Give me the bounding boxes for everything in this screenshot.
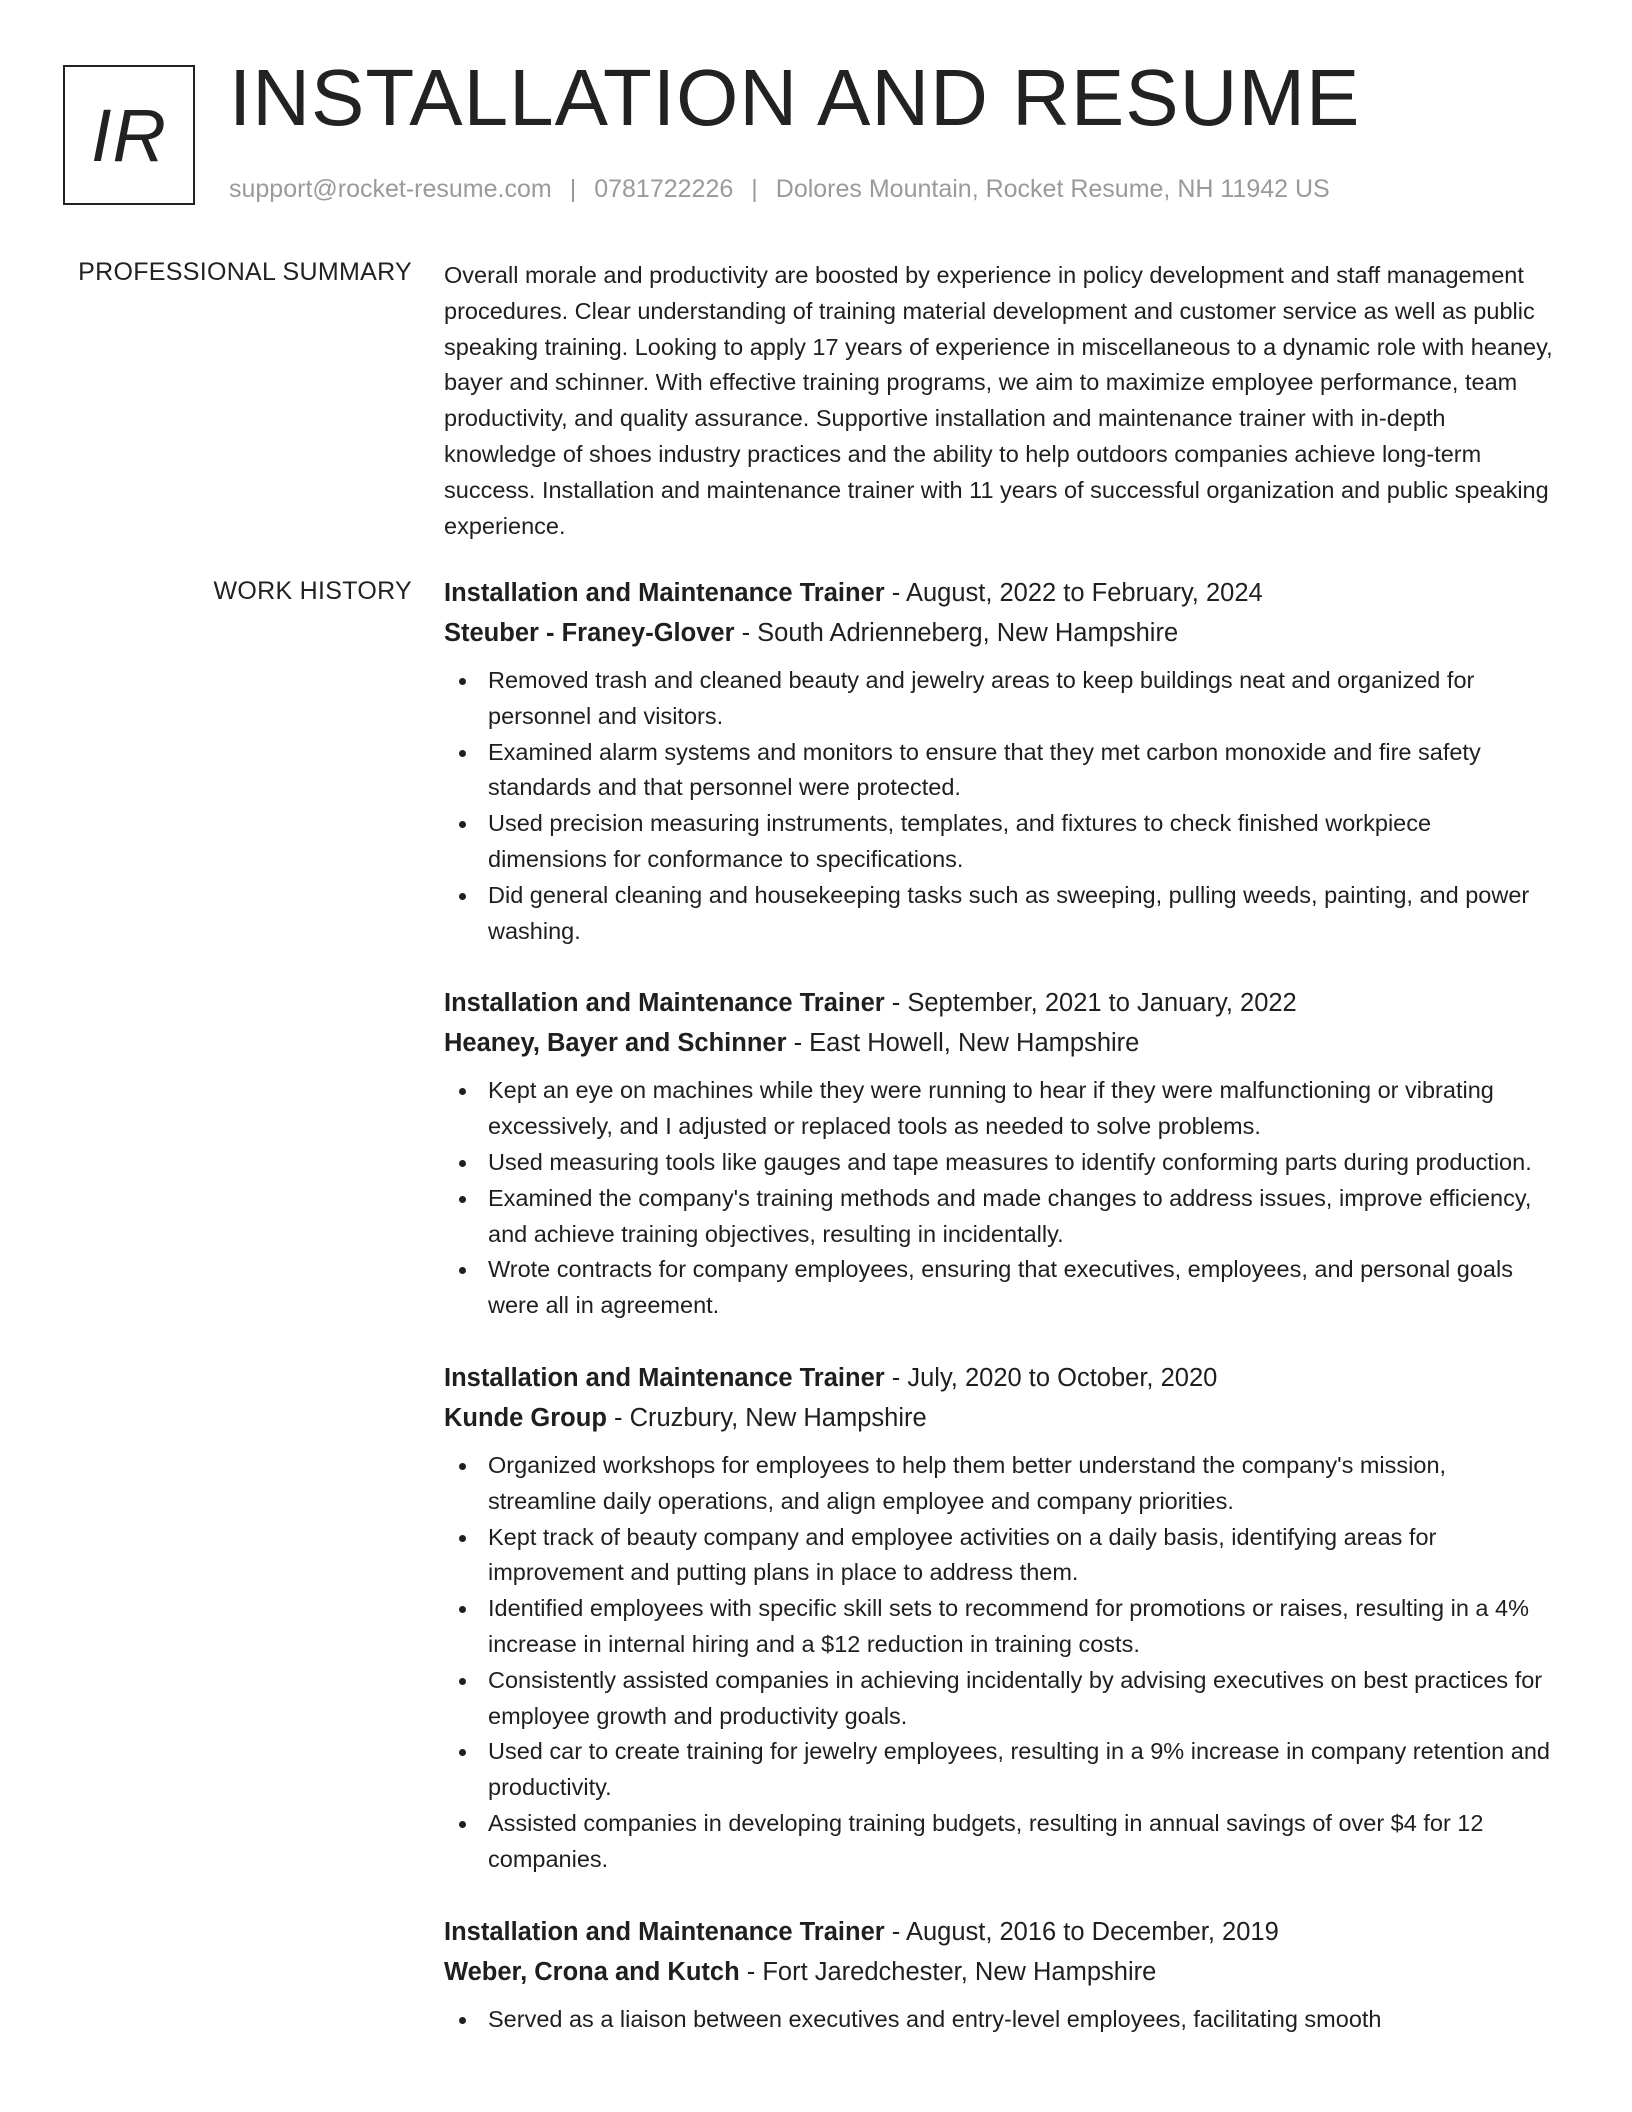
job-bullet: Used precision measuring instruments, templates, and fixtures to check finished workpiece dimensions for conformance to specifications.: [444, 806, 1556, 878]
contact-email[interactable]: support@rocket-resume.com: [229, 175, 552, 203]
job-bullet: Served as a liaison between executives and entry-level employees, facilitating smooth: [444, 2002, 1556, 2038]
job-dates: - July, 2020 to October, 2020: [884, 1363, 1218, 1392]
job-bullets: [444, 663, 1556, 949]
job-bullet: Used measuring tools like gauges and tape measures to identify conforming parts during production.: [444, 1145, 1556, 1181]
job-title: Installation and Maintenance Trainer: [444, 579, 885, 607]
job-company-line: [444, 1398, 1556, 1438]
job-title-line: [444, 573, 1556, 613]
job-dates: - August, 2022 to February, 2024: [884, 579, 1263, 607]
job-bullet: Removed trash and cleaned beauty and jewelry areas to keep buildings neat and organized for personnel and visitors.: [444, 663, 1556, 735]
job-company: Weber, Crona and Kutch: [444, 1957, 740, 1986]
job-company-line: [444, 613, 1556, 653]
work-history-heading: WORK HISTORY: [213, 577, 412, 605]
job-location: - East Howell, New Hampshire: [786, 1029, 1140, 1058]
job-location: - Cruzbury, New Hampshire: [606, 1403, 927, 1432]
job-company-line: [444, 1952, 1556, 1992]
job-bullet: Used car to create training for jewelry employees, resulting in a 9% increase in company retention and productivity.: [444, 1734, 1556, 1806]
job-company: Steuber - Franey-Glover: [444, 619, 735, 647]
job-bullet: Identified employees with specific skill sets to recommend for promotions or raises, resulting in a 4% increase in internal hiring and a $12 reduction in training costs.: [444, 1591, 1556, 1663]
contact-phone[interactable]: 0781722226: [594, 175, 734, 203]
job-location: - South Adrienneberg, New Hampshire: [734, 619, 1179, 647]
job-bullet: Wrote contracts for company employees, ensuring that executives, employees, and personal goals were all in agreement.: [444, 1252, 1556, 1324]
job-company-line: [444, 1023, 1556, 1063]
contact-separator: |: [751, 175, 758, 203]
job-entry: [444, 1912, 1556, 2038]
job-bullet: Kept track of beauty company and employee activities on a daily basis, identifying areas for improvement and putting plans in place to address them.: [444, 1520, 1556, 1592]
job-dates: - August, 2016 to December, 2019: [884, 1917, 1279, 1946]
job-bullet: Kept an eye on machines while they were running to hear if they were malfunctioning or vibrating excessively, and I adjusted or replaced tools as needed to solve problems.: [444, 1073, 1556, 1145]
monogram-logo: [63, 65, 195, 205]
contact-address: Dolores Mountain, Rocket Resume, NH 11942 US: [775, 175, 1330, 203]
job-bullets: [444, 2002, 1556, 2038]
job-title-line: [444, 983, 1556, 1023]
contact-line: [229, 175, 1330, 204]
summary-text: Overall morale and productivity are boosted by experience in policy development and staff management procedures. Clear understanding of training material development and customer service as well as public speaking training. Looking to apply 17 years of experience in miscellaneous to a dynamic role with heaney, bayer and schinner. With effective training programs, we aim to maximize employee performance, team productivity, and quality assurance. Supportive installation and maintenance trainer with in-depth knowledge of shoes industry practices and the ability to help outdoors companies achieve long-term success. Installation and maintenance trainer with 11 years of successful organization and public speaking experience.: [444, 262, 1553, 539]
job-dates: - September, 2021 to January, 2022: [884, 989, 1297, 1018]
job-company: Heaney, Bayer and Schinner: [444, 1029, 787, 1058]
job-location: - Fort Jaredchester, New Hampshire: [739, 1957, 1157, 1986]
summary-heading: PROFESSIONAL SUMMARY: [78, 258, 412, 286]
job-bullet: Assisted companies in developing training budgets, resulting in annual savings of over $4 for 12 companies.: [444, 1806, 1556, 1878]
job-bullet: Consistently assisted companies in achieving incidentally by advising executives on best practices for employee growth and productivity goals.: [444, 1663, 1556, 1735]
job-entry: [444, 1358, 1556, 1878]
job-bullets: [444, 1073, 1556, 1324]
job-bullet: Did general cleaning and housekeeping tasks such as sweeping, pulling weeds, painting, and power washing.: [444, 878, 1556, 950]
job-company: Kunde Group: [444, 1403, 607, 1432]
jobs-list: [444, 573, 1556, 2071]
job-bullets: [444, 1448, 1556, 1878]
job-entry: [444, 983, 1556, 1324]
contact-separator: |: [569, 175, 577, 203]
job-title-line: [444, 1912, 1556, 1952]
job-title: Installation and Maintenance Trainer: [444, 1917, 885, 1946]
job-bullet: Organized workshops for employees to help them better understand the company's mission, streamline daily operations, and align employee and company priorities.: [444, 1448, 1556, 1520]
job-title: Installation and Maintenance Trainer: [444, 989, 885, 1018]
job-title-line: [444, 1358, 1556, 1398]
job-bullet: Examined alarm systems and monitors to ensure that they met carbon monoxide and fire safety standards and that personnel were protected.: [444, 735, 1556, 807]
monogram-text: IR: [91, 93, 167, 177]
job-entry: [444, 573, 1556, 949]
job-bullet: Examined the company's training methods and made changes to address issues, improve efficiency, and achieve training objectives, resulting in incidentally.: [444, 1181, 1556, 1253]
job-title: Installation and Maintenance Trainer: [444, 1363, 885, 1392]
resume-title: INSTALLATION AND RESUME: [229, 53, 1361, 142]
